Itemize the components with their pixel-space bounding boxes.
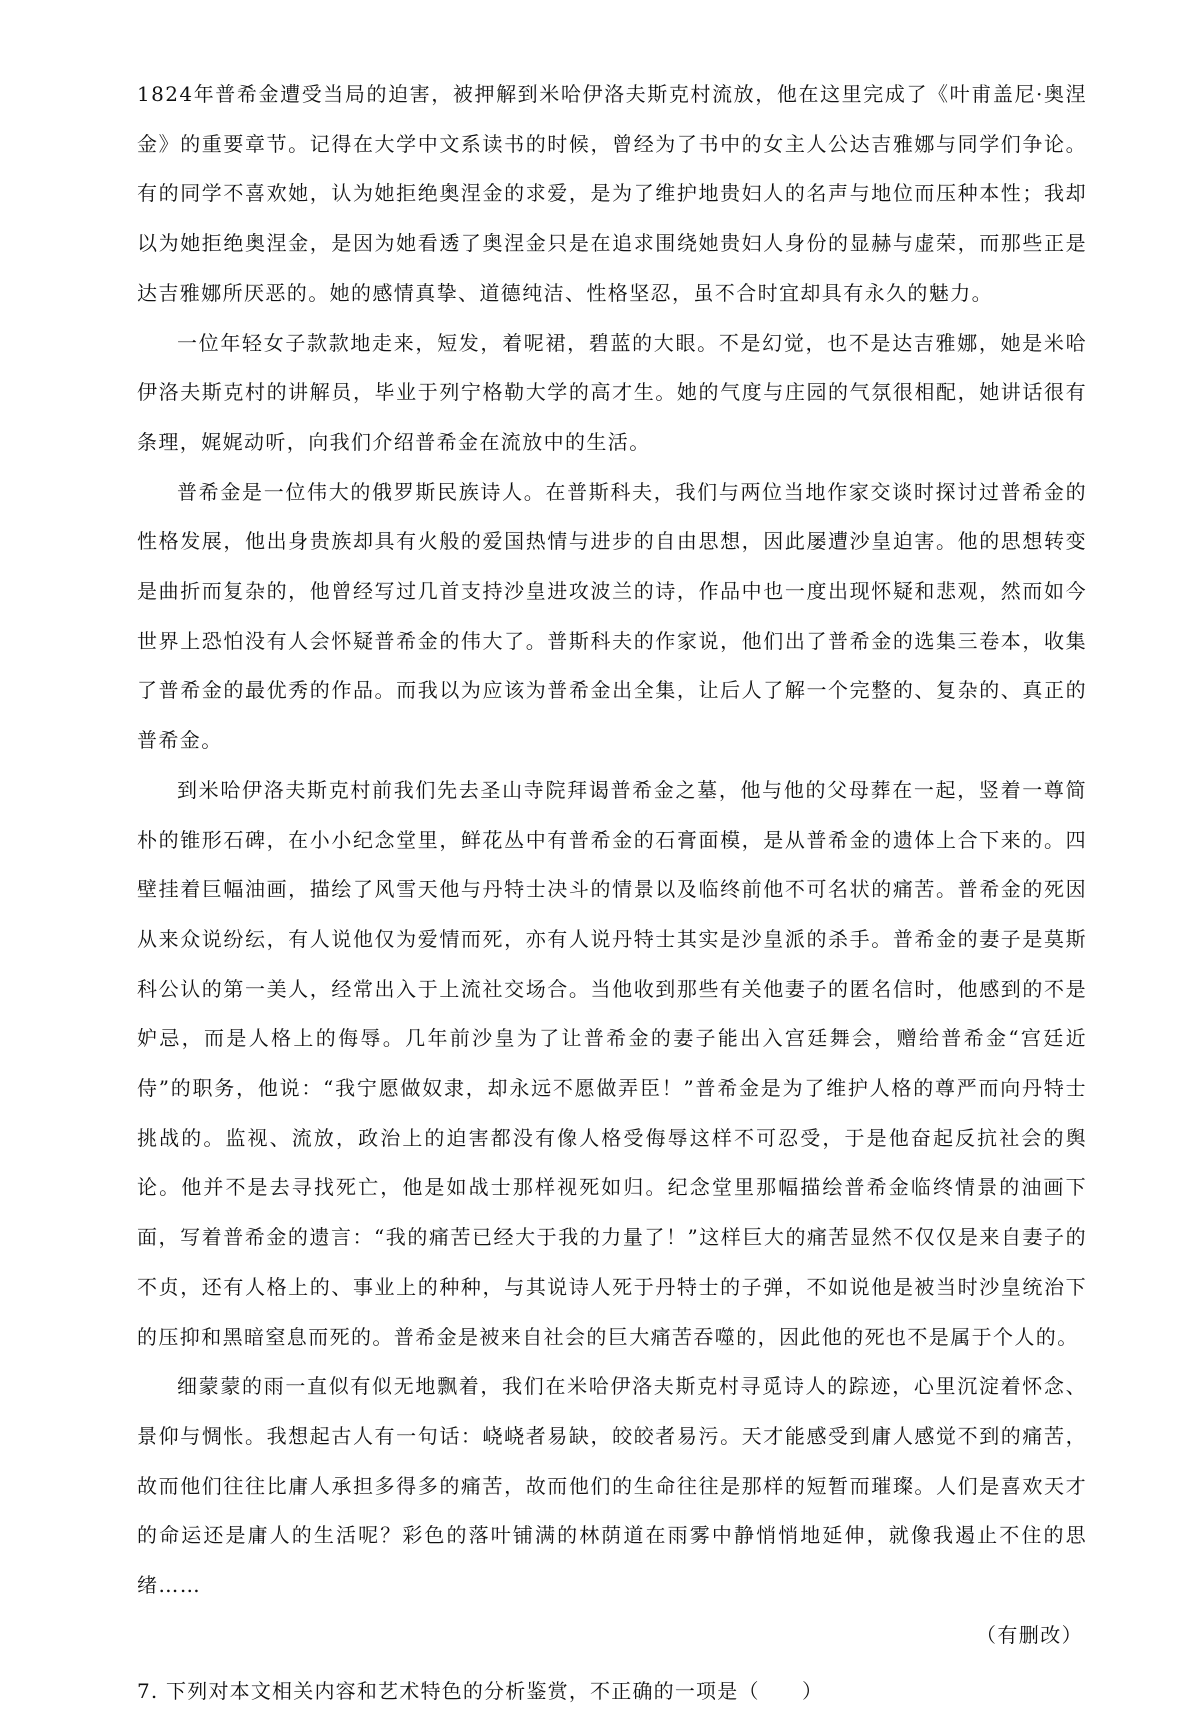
source-note: （有删改） [137,1611,1087,1661]
article-paragraph-1: 1824年普希金遭受当局的迫害，被押解到米哈伊洛夫斯克村流放，他在这里完成了《叶甫盖尼·奥涅金》的重要章节。记得在大学中文系读书的时候，曾经为了书中的女主人公达吉雅娜与同学们争论。有的同学不喜欢她，认为她拒绝奥涅金的求爱，是为了维护地贵妇人的名声与地位而压种本性；我却以为她拒绝奥涅金，是因为她看透了奥涅金只是在追求围绕她贵妇人身份的显赫与虚荣，而那些正是达吉雅娜所厌恶的。她的感情真挚、道德纯洁、性格坚忍，虽不合时宜却具有永久的魅力。 [137,70,1087,319]
article-paragraph-5: 细蒙蒙的雨一直似有似无地飘着，我们在米哈伊洛夫斯克村寻觅诗人的踪迹，心里沉淀着怀念、景仰与惆怅。我想起古人有一句话：峣峣者易缺，皎皎者易污。天才能感受到庸人感觉不到的痛苦，故而他们往往比庸人承担多得多的痛苦，故而他们的生命往往是那样的短暂而璀璨。人们是喜欢天才的命运还是庸人的生活呢？彩色的落叶铺满的林荫道在雨雾中静悄悄地延伸，就像我遏止不住的思绪…… [137,1362,1087,1611]
article-paragraph-4: 到米哈伊洛夫斯克村前我们先去圣山寺院拜谒普希金之墓，他与他的父母葬在一起，竖着一尊简朴的锥形石碑，在小小纪念堂里，鲜花丛中有普希金的石膏面模，是从普希金的遗体上合下来的。四壁挂着巨幅油画，描绘了风雪天他与丹特士决斗的情景以及临终前他不可名状的痛苦。普希金的死因从来众说纷纭，有人说他仅为爱情而死，亦有人说丹特士其实是沙皇派的杀手。普希金的妻子是莫斯科公认的第一美人，经常出入于上流社交场合。当他收到那些有关他妻子的匿名信时，他感到的不是妒忌，而是人格上的侮辱。几年前沙皇为了让普希金的妻子能出入宫廷舞会，赠给普希金“宫廷近侍”的职务，他说：“我宁愿做奴隶，却永远不愿做弄臣！”普希金是为了维护人格的尊严而向丹特士挑战的。监视、流放，政治上的迫害都没有像人格受侮辱这样不可忍受，于是他奋起反抗社会的舆论。他并不是去寻找死亡，他是如战士那样视死如归。纪念堂里那幅描绘普希金临终情景的油画下面，写着普希金的遗言：“我的痛苦已经大于我的力量了！”这样巨大的痛苦显然不仅仅是来自妻子的不贞，还有人格上的、事业上的种种，与其说诗人死于丹特士的子弹，不如说他是被当时沙皇统治下的压抑和黑暗窒息而死的。普希金是被来自社会的巨大痛苦吞噬的，因此他的死也不是属于个人的。 [137,766,1087,1362]
question-7-stem: 7. 下列对本文相关内容和艺术特色的分析鉴赏，不正确的一项是（ ） [137,1667,1087,1716]
article-paragraph-3: 普希金是一位伟大的俄罗斯民族诗人。在普斯科夫，我们与两位当地作家交谈时探讨过普希金的性格发展，他出身贵族却具有火般的爱国热情与进步的自由思想，因此屡遭沙皇迫害。他的思想转变是曲折而复杂的，他曾经写过几首支持沙皇进攻波兰的诗，作品中也一度出现怀疑和悲观，然而如今世界上恐怕没有人会怀疑普希金的伟大了。普斯科夫的作家说，他们出了普希金的选集三卷本，收集了普希金的最优秀的作品。而我以为应该为普希金出全集，让后人了解一个完整的、复杂的、真正的普希金。 [137,468,1087,766]
document-page [137,70,1087,1716]
article-paragraph-2: 一位年轻女子款款地走来，短发，着呢裙，碧蓝的大眼。不是幻觉，也不是达吉雅娜，她是米哈伊洛夫斯克村的讲解员，毕业于列宁格勒大学的高才生。她的气度与庄园的气氛很相配，她讲话很有条理，娓娓动听，向我们介绍普希金在流放中的生活。 [137,319,1087,468]
